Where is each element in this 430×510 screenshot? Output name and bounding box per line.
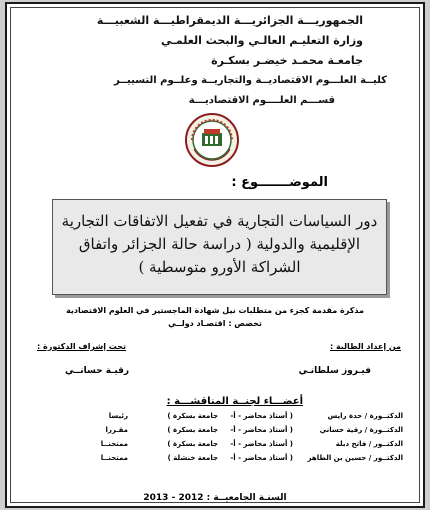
university-line: جامعـة محمـد خيضـر بسكـرة: [211, 54, 363, 67]
jury-member-name: الدكتــورة / رقية حساني: [319, 426, 403, 434]
jury-member-row: [27, 426, 403, 437]
jury-member-row: [27, 454, 403, 465]
document-page: [5, 2, 425, 508]
degree-statement: مذكرة مقدمة كجزء من متطلبات نيل شهادة الماجستير في العلوم الاقتصادية: [66, 306, 364, 315]
academic-year: السنـة الجامعيــة : 2012 - 2013: [143, 493, 287, 503]
jury-member-role: ممتحنــا: [100, 440, 128, 448]
jury-member-name: الدكتــور / حسين بن الطاهر: [307, 454, 403, 462]
jury-member-row: [27, 412, 403, 423]
jury-member-university: جامعة خنشلة ): [167, 454, 218, 462]
republic-line: الجمهوريـــة الجزائريـــة الديمقراطيـــة الشعبيـــة: [96, 14, 363, 27]
jury-member-role: رئيسا: [108, 412, 128, 420]
specialization: تخصص : اقتصـاد دولــي: [168, 319, 262, 328]
university-logo: [180, 111, 245, 169]
jury-member-rank: ( أستاذ محاضر - أ-: [230, 454, 293, 462]
jury-title: أعضـــاء لجنــة المناقشـــة :: [166, 396, 303, 407]
jury-member-rank: ( أستاذ محاضر - أ-: [230, 412, 293, 420]
jury-member-university: جامعة بسكرة ): [167, 426, 218, 434]
supervisor-label: تحت إشراف الدكتورة :: [37, 342, 127, 351]
student-label: من إعداد الطالبة :: [329, 342, 401, 351]
subject-label: الموضـــــــوع :: [231, 175, 328, 190]
jury-member-university: جامعة بسكرة ): [167, 412, 218, 420]
jury-member-university: جامعة بسكرة ): [167, 440, 218, 448]
department-line: قســـم العلــــوم الاقتصاديـــة: [188, 95, 335, 106]
ministry-line: وزارة التعليـم العالـي والبحث العلمـي: [161, 34, 363, 47]
thesis-title: دور السياسات التجارية في تفعيل الاتفاقات التجارية الإقليمية والدولية ( دراسة حالة الجزائر واتفاق الشراكة الأورو متوسطية ): [61, 212, 378, 276]
jury-member-rank: ( أستاذ محاضر - أ-: [230, 426, 293, 434]
faculty-line: كليــة العلـــوم الاقتصاديــة والتجاريــة وعلــوم التسييــر: [113, 75, 387, 86]
student-name: فيـروز سلطانـي: [298, 366, 371, 376]
jury-member-name: الدكتــورة / حدة رايس: [327, 412, 403, 420]
jury-member-name: الدكتــور / فاتح دبلة: [335, 440, 403, 448]
supervisor-name: رقيـة حسانــي: [65, 366, 130, 376]
jury-member-role: مقـررا: [105, 426, 128, 434]
jury-member-role: ممتحنــا: [100, 454, 128, 462]
jury-member-row: [27, 440, 403, 451]
thesis-title-box: [52, 199, 387, 295]
jury-member-rank: ( أستاذ محاضر - أ-: [230, 440, 293, 448]
